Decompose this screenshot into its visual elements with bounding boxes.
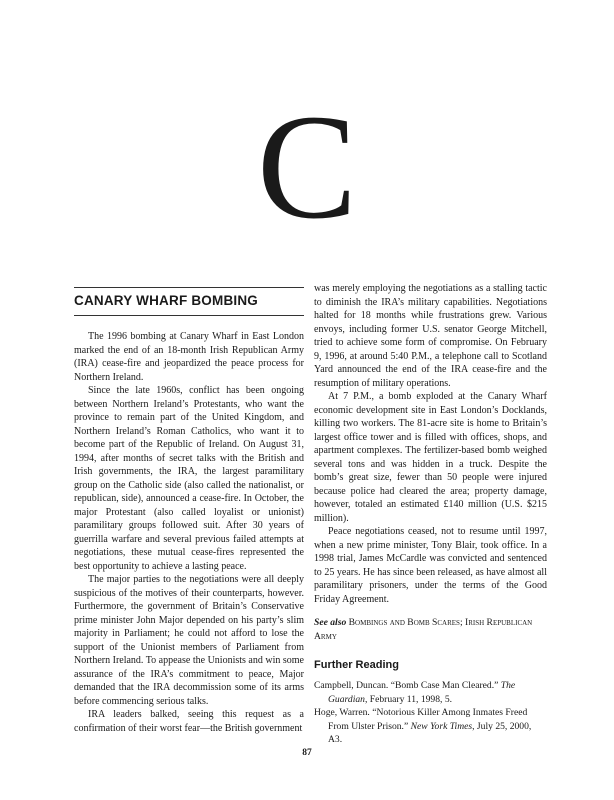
paragraph-ira-balked: IRA leaders balked, seeing this request as a confirmation of their worst fear—the British government	[74, 709, 304, 734]
page-number: 87	[302, 748, 312, 758]
chapter-letter: C	[256, 84, 358, 250]
paragraph-background: Since the late 1960s, conflict has been ongoing between Northern Ireland’s Protestants, who want the province to remain part of the United Kingdom, and Northern Ireland’s Roman Catholics, who want it to become part of the Republic of Ireland. On August 31, 1994, after months of secret talks with the British and Irish governments, the IRA, the largest paramilitary group on the Catholic side (also called the nationalist, or republican, side), announced a cease-fire. In October, the major Protestant (also called loyalist or unionist) paramilitary groups followed suit. After 30 years of guerrilla warfare and several previous failed attempts at negotiations, these mutual cease-fires represented the best opportunity to achieve a lasting peace.	[74, 385, 304, 572]
paragraph-bombing: At 7 P.M., a bomb exploded at the Canary Wharf economic development site in East London’s Docklands, killing two workers. The 81-acre site is home to Britain’s largest office tower and is filled with offices, shops, and apartment complexes. The fertilizer-based bomb weighed several tons and was hidden in a truck. Despite the bomb’s great size, fewer than 50 people were injured because police had cleared the area; property damage, however, totaled an estimated £140 million (U.S. $215 million).	[314, 391, 547, 524]
right-column	[314, 282, 547, 747]
left-column-text	[74, 330, 304, 735]
reference-item: Campbell, Duncan. “Bomb Case Man Cleared.” The Guardian, February 11, 1998, 5.	[314, 680, 516, 705]
see-also-label: See also	[314, 617, 347, 628]
paragraph-aftermath: Peace negotiations ceased, not to resume until 1997, when a new prime minister, Tony Blair, took office. In a 1998 trial, James McCardle was convicted and sentenced to 25 years. He has since been released, as have almost all paramilitary prisoners, under the terms of the Good Friday Agreement.	[314, 526, 547, 605]
paragraph-negotiations: The major parties to the negotiations were all deeply suspicious of the motives of their counterparts, however. Furthermore, the government of Britain’s Conservative prime minister John Major depended on his party’s slim majority in Parliament; he could not afford to lose the support of the Unionist members of Parliament from Northern Ireland. To appease the Unionists and win some assurance of the IRA’s commitment to peace, Major demanded that the IRA decommission some of its arms before commencing serious talks.	[74, 574, 304, 707]
left-column	[74, 282, 304, 735]
see-also-links[interactable]: Bombings and Bomb Scares; Irish Republican Army	[314, 617, 533, 642]
paragraph-intro: The 1996 bombing at Canary Wharf in East London marked the end of an 18-month Irish Republican Army (IRA) cease-fire and jeopardized the peace process for Northern Ireland.	[74, 331, 304, 383]
paragraph-ira-balked-continued: was merely employing the negotiations as a stalling tactic to diminish the IRA’s military capabilities. Negotiations halted for 18 months while frustrations grew. Various envoys, including former U.S. senator George Mitchell, tried to achieve some form of compromise. On February 9, 1996, at around 5:40 P.M., a telephone call to Scotland Yard announced the end of the IRA cease-fire and the resumption of military operations.	[314, 283, 547, 389]
top-rule	[74, 287, 304, 288]
further-reading-heading: Further Reading	[314, 659, 399, 671]
entry-title: CANARY WHARF BOMBING	[74, 293, 304, 316]
reference-item: Hoge, Warren. “Notorious Killer Among Inmates Freed From Ulster Prison.” New York Times, July 25, 2000, A3.	[314, 707, 532, 745]
see-also	[314, 616, 547, 643]
